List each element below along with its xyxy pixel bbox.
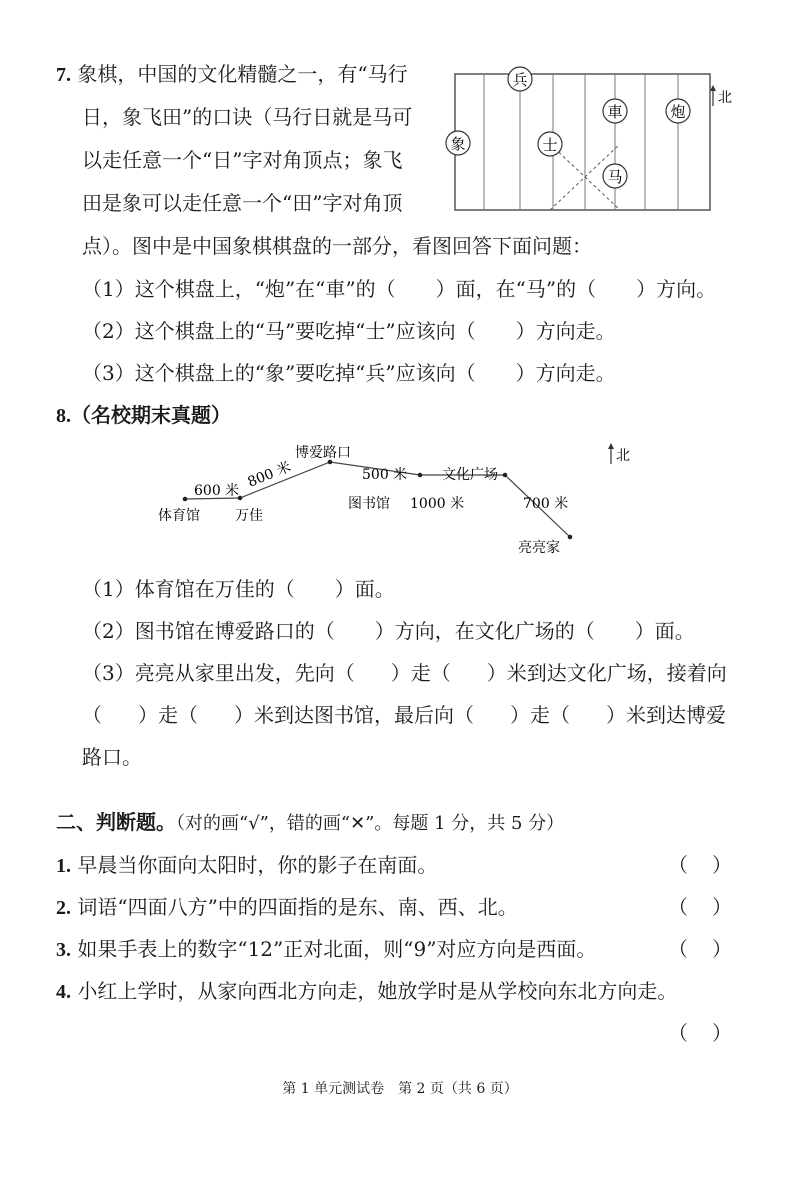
section2-note: （对的画“√”，错的画“✕”。每题 1 分，共 5 分）	[176, 813, 565, 834]
q8-part-2: （2）图书馆在博爱路口的（ ）方向，在文化广场的（ ）面。	[82, 619, 695, 643]
q7-part-2: （2）这个棋盘上的“马”要吃掉“士”应该向（ ）方向走。	[82, 319, 616, 343]
q8-part-3-cont: （ ）走（ ）米到达图书馆，最后向（ ）走（ ）米到达博爱	[82, 703, 726, 727]
piece-che	[603, 99, 627, 123]
tf-item-1: 1. 早晨当你面向太阳时，你的影子在南面。	[56, 853, 438, 877]
piece-pao	[666, 99, 690, 123]
piece-xiang	[446, 131, 470, 155]
svg-text:象: 象	[450, 135, 466, 153]
distance-label: 800 米	[245, 458, 294, 491]
answer-paren[interactable]: （ ）	[668, 895, 732, 919]
distance-label: 600 米	[194, 483, 240, 499]
q7-line-2: 日，象飞田”的口诀（马行日就是马可	[82, 105, 413, 129]
answer-paren[interactable]: （ ）	[668, 1021, 732, 1045]
north-arrow-icon	[710, 85, 732, 106]
q7-text-1: 象棋，中国的文化精髓之一，有“马行	[77, 62, 408, 86]
q7-number: 7.	[56, 64, 71, 86]
distance-label: 500 米	[362, 467, 408, 483]
q8-heading	[56, 401, 231, 430]
page-footer: 第 1 单元测试卷 第 2 页（共 6 页）	[282, 1081, 518, 1097]
svg-text:車: 車	[607, 103, 623, 121]
distance-label: 700 米	[523, 496, 569, 512]
piece-shi	[538, 132, 562, 156]
svg-text:炮: 炮	[670, 103, 686, 121]
section2-title: 二、判断题。	[56, 810, 176, 834]
q7-line-4: 田是象可以走任意一个“田”字对角顶	[82, 191, 403, 215]
svg-text:兵: 兵	[512, 71, 528, 89]
q7-part-3: （3）这个棋盘上的“象”要吃掉“兵”应该向（ ）方向走。	[82, 361, 616, 385]
section2-heading	[56, 808, 564, 838]
place-culture-square: 文化广场	[442, 467, 498, 483]
svg-text:马: 马	[607, 168, 623, 186]
chess-board	[440, 60, 750, 220]
place-wanjia: 万佳	[235, 508, 263, 524]
answer-paren[interactable]: （ ）	[668, 853, 732, 877]
q8-title: （名校期末真题）	[71, 403, 231, 427]
place-library: 图书馆	[348, 496, 390, 512]
q8-part-1: （1）体育馆在万佳的（ ）面。	[82, 577, 395, 601]
q7-line-5: 点）。图中是中国象棋棋盘的一部分，看图回答下面问题：	[82, 234, 592, 258]
piece-bing	[508, 67, 532, 91]
place-stadium: 体育馆	[158, 508, 200, 524]
q8-part-3-end: 路口。	[82, 745, 142, 769]
piece-ma	[603, 164, 627, 188]
q7-line-3: 以走任意一个“日”字对角顶点；象飞	[82, 148, 403, 172]
svg-text:士: 士	[542, 136, 558, 154]
q7-line-1	[56, 60, 408, 89]
distance-label: 1000 米	[410, 496, 465, 512]
q7-part-1: （1）这个棋盘上，“炮”在“車”的（ ）面，在“马”的（ ）方向。	[82, 277, 717, 301]
tf-item-4: 4. 小红上学时，从家向西北方向走，她放学时是从学校向东北方向走。	[56, 979, 678, 1003]
place-liangliang-home: 亮亮家	[518, 540, 560, 556]
q8-number: 8.	[56, 405, 71, 427]
tf-item-2: 2. 词语“四面八方”中的四面指的是东、南、西、北。	[56, 895, 518, 919]
answer-paren[interactable]: （ ）	[668, 937, 732, 961]
svg-text:北: 北	[718, 90, 732, 106]
q8-part-3: （3）亮亮从家里出发，先向（ ）走（ ）米到达文化广场，接着向	[82, 661, 727, 685]
route-map	[150, 438, 650, 562]
svg-text:北: 北	[616, 448, 630, 464]
tf-item-3: 3. 如果手表上的数字“12”正对北面，则“9”对应方向是西面。	[56, 937, 597, 961]
north-arrow-icon	[608, 443, 630, 464]
place-boai-road: 博爱路口	[295, 445, 351, 461]
